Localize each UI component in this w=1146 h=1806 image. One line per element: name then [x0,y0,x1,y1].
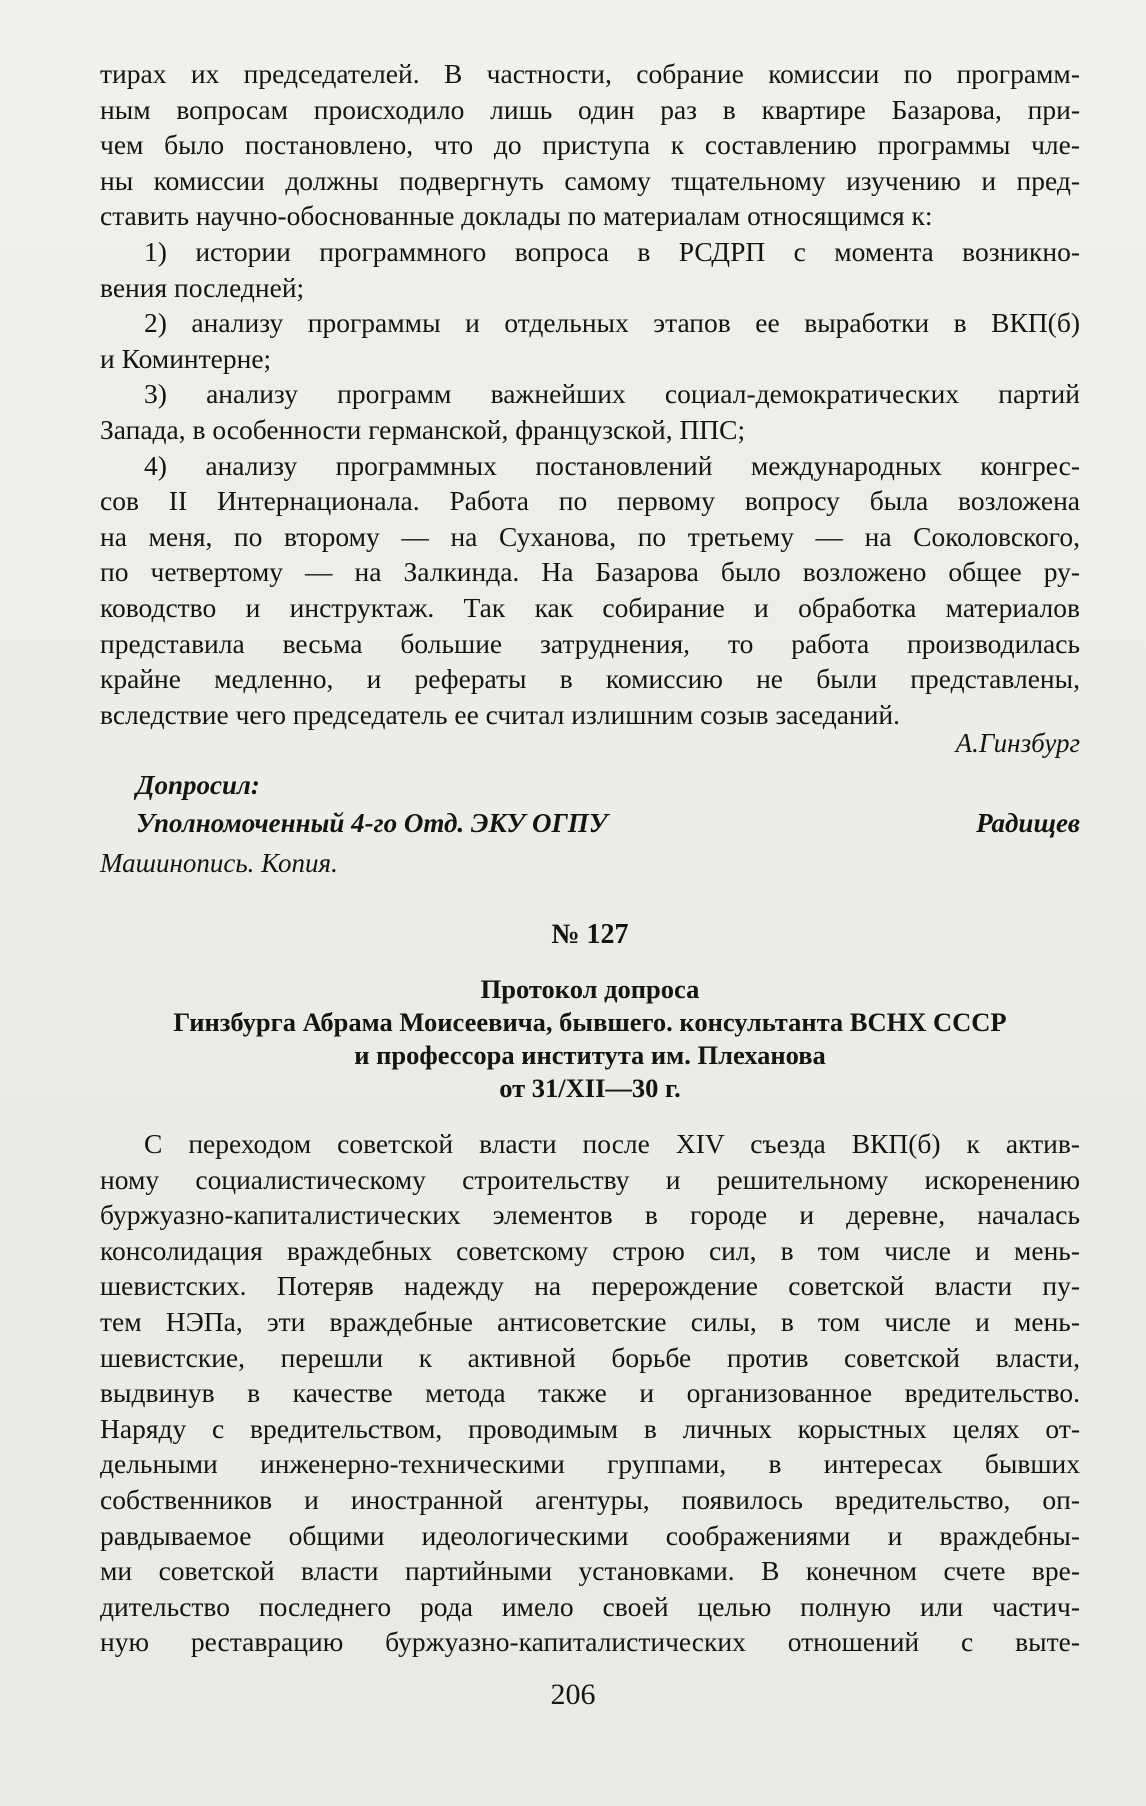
text-line: ную реставрацию буржуазно-капиталистических отношений с выте- [100,1626,1080,1658]
page-number: 206 [550,1678,596,1711]
text-line: тирах их председателей. В частности, собрание комиссии по программ- [100,58,1080,89]
list-item-line: сов II Интернационала. Работа по первому вопросу была возложена [100,485,1080,517]
list-item-line: на меня, по второму — на Суханова, по третьему — на Соколовского, [100,520,1080,552]
text-line: С переходом советской власти после XIV съезда ВКП(б) к актив- [144,1128,1080,1159]
list-item-line: и Коминтерне; [100,342,272,374]
document-number: № 127 [551,919,629,950]
document-note: Машинопись. Копия. [100,848,338,878]
list-item-line: вследствие чего председатель ее считал излишним созыв заседаний. [100,698,901,730]
text-line: шевистских. Потеряв надежду на перерождение советской власти пу- [100,1270,1080,1302]
document-subject: Гинзбурга Абрама Моисеевича, бывшего. консультанта ВСНХ СССР [173,1007,1007,1037]
interrogated-by-label: Допросил: [136,770,260,800]
text-line: ставить научно-обоснованные доклады по материалам относящимся к: [100,200,933,232]
document-date: от 31/XII—30 г. [499,1073,681,1103]
text-line: ным вопросам происходило лишь один раз в квартире Базарова, при- [100,93,1080,125]
list-item-line: 4) анализу программных постановлений международных конгрес- [144,449,1080,481]
list-item-line: представила весьма большие затруднения, то работа производилась [100,627,1080,659]
text-line: дительство последнего рода имело своей целью полную или частич- [100,1590,1080,1622]
text-line: шевистские, перешли к активной борьбе против советской власти, [100,1341,1080,1373]
text-line: дельными инженерно-техническими группами, в интересах бывших [100,1448,1080,1480]
text-line: тем НЭПа, эти враждебные антисоветские силы, в том числе и мень- [100,1305,1080,1337]
list-item-line: 3) анализу программ важнейших социал-демократических партий [144,378,1080,410]
list-item-line: вения последней; [100,271,305,303]
signature-name: А.Гинзбург [955,728,1080,758]
text-line: равдываемое общими идеологическими соображениями и враждебны- [100,1519,1080,1551]
text-line: консолидация враждебных советскому строю сил, в том числе и мень- [100,1234,1080,1266]
protocol-body-text [100,1126,1080,1660]
text-line: ному социалистическому строительству и решительному искоренению [100,1163,1080,1195]
document-subject: и профессора института им. Плеханова [354,1040,826,1070]
text-line: чем было постановлено, что до приступа к составлению программы чле- [100,129,1080,161]
officer-title: Уполномоченный 4-го Отд. ЭКУ ОГПУ [136,808,608,838]
text-line: собственников и иностранной агентуры, появилось вредительство, оп- [100,1483,1080,1515]
list-item-line: крайне медленно, и рефераты в комиссию не были представлены, [100,663,1080,695]
list-item-line: 2) анализу программы и отдельных этапов ее выработки в ВКП(б) [144,307,1080,339]
text-line: ми советской власти партийными установками. В конечном счете вре- [100,1555,1080,1587]
text-line: ны комиссии должны подвергнуть самому тщательному изучению и пред- [100,164,1080,196]
continuation-text [100,56,1080,732]
list-item-line: Запада, в особенности германской, французской, ППС; [100,413,746,445]
text-line: буржуазно-капиталистических элементов в городе и деревне, началась [100,1199,1080,1231]
list-item-line: 1) истории программного вопроса в РСДРП с момента возникно- [144,235,1080,267]
document-title: Протокол допроса [480,974,700,1004]
text-line: выдвинув в качестве метода также и организованное вредительство. [100,1377,1080,1409]
text-line: Наряду с вредительством, проводимым в личных корыстных целях от- [100,1412,1080,1444]
list-item-line: ководство и инструктаж. Так как собирание и обработка материалов [100,591,1080,623]
officer-name: Радищев [976,808,1080,838]
list-item-line: по четвертому — на Залкинда. На Базарова было возложено общее ру- [100,556,1080,588]
